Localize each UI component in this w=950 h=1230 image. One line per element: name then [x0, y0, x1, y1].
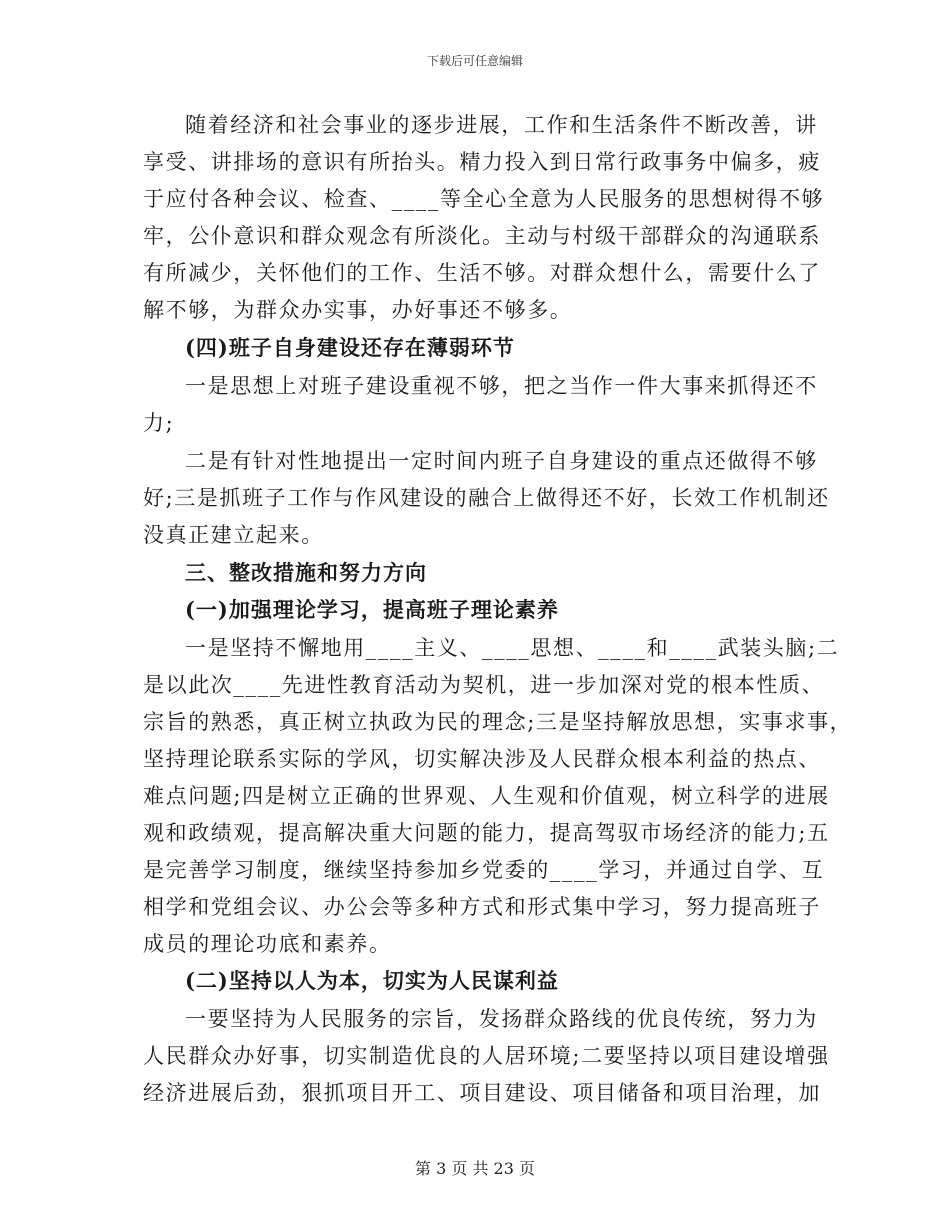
section-heading: (二)坚持以人为本，切实为人民谋利益 [185, 968, 559, 993]
paragraph-line: 是完善学习制度，继续坚持参加乡党委的____学习，并通过自学、互 [143, 858, 825, 882]
paragraph-line: 好;三是抓班子工作与作风建设的融合上做得还不好，长效工作机制还 [143, 486, 830, 510]
section-heading: 三、整改措施和努力方向 [185, 560, 427, 585]
paragraph-line: 相学和党组会议、办公会等多种方式和形式集中学习，努力提高班子 [143, 895, 821, 919]
paragraph-line: 坚持理论联系实际的学风，切实解决涉及人民群众根本利益的热点、 [143, 747, 821, 771]
paragraph-line: 观和政绩观，提高解决重大问题的能力，提高驾驭市场经济的能力;五 [143, 821, 830, 845]
paragraph-line: 享受、讲排场的意识有所抬头。精力投入到日常行政事务中偏多，疲 [143, 150, 821, 174]
paragraph-line: 是以此次____先进性教育活动为契机，进一步加深对党的根本性质、 [143, 673, 825, 697]
paragraph-line: 随着经济和社会事业的逐步进展，工作和生活条件不断改善，讲 [185, 113, 818, 137]
section-heading: (一)加强理论学习，提高班子理论素养 [185, 597, 559, 622]
paragraph-line: 有所减少，关怀他们的工作、生活不够。对群众想什么，需要什么了 [143, 261, 821, 285]
paragraph-line: 成员的理论功底和素养。 [143, 932, 392, 956]
paragraph-line: 人民群众办好事，切实制造优良的人居环境;二要坚持以项目建设增强 [143, 1044, 830, 1068]
paragraph-line: 解不够，为群众办实事，办好事还不够多。 [143, 298, 573, 322]
paragraph-line: 难点问题;四是树立正确的世界观、人生观和价值观，树立科学的进展 [143, 784, 830, 808]
paragraph-line: 宗旨的熟悉，真正树立执政为民的理念;三是坚持解放思想，实事求事， [143, 710, 853, 734]
paragraph-line: 一是思想上对班子建设重视不够，把之当作一件大事来抓得还不 [185, 374, 818, 398]
paragraph-line: 力; [143, 411, 175, 435]
paragraph-line: 一要坚持为人民服务的宗旨，发扬群众路线的优良传统，努力为 [185, 1007, 818, 1031]
paragraph-line: 牢，公仆意识和群众观念有所淡化。主动与村级干部群众的沟通联系 [143, 224, 821, 248]
section-heading: (四)班子自身建设还存在薄弱环节 [185, 335, 515, 360]
paragraph-line: 一是坚持不懈地用____主义、____思想、____和____武装头脑;二 [185, 636, 840, 660]
paragraph-line: 二是有针对性地提出一定时间内班子自身建设的重点还做得不够 [185, 449, 818, 473]
paragraph-line: 经济进展后劲，狠抓项目开工、项目建设、项目储备和项目治理，加 [143, 1081, 821, 1105]
paragraph-line: 没真正建立起来。 [143, 523, 324, 547]
page-header: 下载后可任意编辑 [426, 54, 523, 68]
paragraph-line: 于应付各种会议、检查、____等全心全意为人民服务的思想树得不够 [143, 187, 825, 211]
page-number: 第 3 页 共 23 页 [415, 1159, 535, 1178]
